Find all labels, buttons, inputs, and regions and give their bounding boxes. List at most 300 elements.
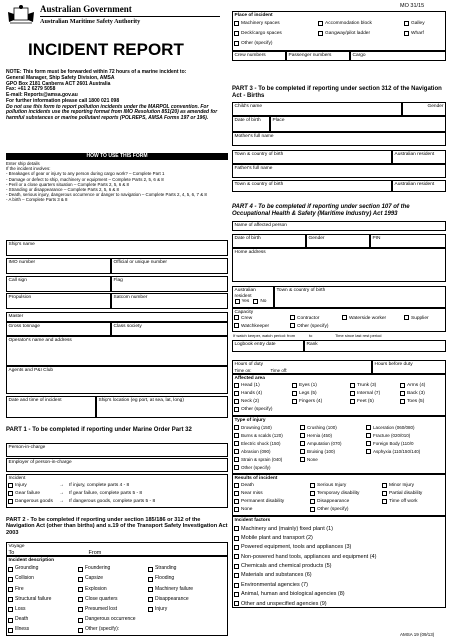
option-label: Materials and substances (6) (241, 572, 312, 579)
factor-option[interactable] (234, 533, 444, 542)
checkbox[interactable] (234, 315, 239, 320)
checkbox[interactable] (78, 607, 83, 612)
field-label: Gross tonnage (8, 324, 40, 329)
checkbox[interactable] (366, 441, 371, 446)
operator-field[interactable] (6, 336, 228, 366)
option-label: Environmental agencies (7) (241, 581, 308, 588)
checkbox[interactable] (310, 491, 315, 496)
checkbox-option[interactable] (400, 391, 444, 397)
checkbox-option[interactable] (8, 627, 78, 633)
checkbox[interactable] (404, 21, 409, 26)
mother-resident-field[interactable] (392, 150, 446, 164)
to-label: To (8, 549, 15, 556)
checkbox[interactable] (78, 618, 83, 623)
checkbox[interactable] (400, 399, 405, 404)
flag-field[interactable] (111, 276, 228, 292)
checkbox[interactable] (400, 383, 405, 388)
factor-option[interactable] (234, 524, 444, 533)
checkbox[interactable] (234, 564, 239, 569)
person-in-charge-field[interactable] (6, 443, 228, 457)
checkbox-option[interactable] (148, 607, 218, 613)
checkbox[interactable] (310, 499, 315, 504)
checkbox-option[interactable] (234, 449, 300, 454)
checkbox[interactable] (350, 383, 355, 388)
checkbox[interactable] (78, 577, 83, 582)
checkbox-option[interactable] (310, 483, 382, 489)
agents-field[interactable] (6, 366, 228, 394)
checkbox[interactable] (234, 491, 239, 496)
field-label: Town & country of birth (276, 288, 326, 293)
checkbox[interactable] (310, 507, 315, 512)
field-label: Hours before duty (374, 362, 413, 367)
checkbox-option[interactable] (400, 399, 444, 405)
watch-to-label: to (309, 333, 313, 338)
option-label: Time off work (389, 499, 418, 505)
checkbox-option[interactable] (404, 21, 444, 27)
field-label: Place of incident (234, 13, 273, 18)
capacity-watchkeeper[interactable] (234, 323, 290, 329)
checkbox[interactable] (234, 526, 239, 531)
option-label: Bruising (100) (307, 449, 336, 455)
capacity-crew[interactable] (234, 315, 290, 321)
checkbox-option[interactable] (148, 566, 218, 572)
checkbox-option[interactable] (8, 566, 78, 572)
field-label: Date and time of incident (8, 398, 62, 403)
affected-dob-field[interactable] (232, 234, 306, 248)
checkbox[interactable] (404, 315, 409, 320)
dangerous-goods-option[interactable] (8, 499, 155, 505)
checkbox-row (8, 564, 226, 574)
factor-option[interactable] (234, 571, 444, 580)
rank-field[interactable] (304, 340, 446, 352)
affected-gender-field[interactable] (306, 234, 370, 248)
dob-field[interactable] (232, 116, 270, 132)
factor-option[interactable] (234, 599, 444, 608)
checkbox-option[interactable] (8, 587, 78, 593)
howto-line: Enter ship details (6, 161, 40, 166)
checkbox[interactable] (234, 536, 239, 541)
option-label: Machinery and (mainly) fixed plant (1) (241, 525, 334, 532)
checkbox-option[interactable] (382, 491, 444, 497)
checkbox[interactable] (234, 391, 239, 396)
checkbox[interactable] (234, 457, 239, 462)
option-label: Eyes (1) (299, 383, 317, 389)
checkbox[interactable] (234, 407, 239, 412)
results-grid (234, 482, 444, 514)
field-label: Employer of person-in-charge (8, 460, 72, 465)
watch-period-row (233, 334, 382, 339)
option-label: Other (specify) (297, 323, 329, 329)
checkbox[interactable] (8, 587, 13, 592)
field-label: Propulsion (8, 295, 32, 300)
checkbox-option[interactable] (148, 587, 218, 593)
checkbox[interactable] (290, 315, 295, 320)
option-label: Crew (241, 315, 253, 321)
field-label: Results of incident (234, 476, 278, 481)
checkbox[interactable] (404, 31, 409, 36)
checkbox-option[interactable] (292, 383, 350, 389)
propulsion-field[interactable] (6, 293, 111, 309)
checkbox-row (8, 595, 226, 605)
checkbox-option[interactable] (78, 576, 148, 582)
crew-numbers-field[interactable] (232, 51, 286, 61)
option-label: Collision (15, 575, 34, 582)
checkbox-option[interactable] (234, 499, 310, 505)
mother-birthplace-field[interactable] (232, 150, 392, 164)
checkbox-option[interactable] (300, 425, 366, 430)
checkbox[interactable] (400, 391, 405, 396)
checkbox[interactable] (234, 554, 239, 559)
father-birthplace-field[interactable] (232, 180, 392, 192)
checkbox[interactable] (234, 449, 239, 454)
checkbox[interactable] (350, 399, 355, 404)
capacity-row-2 (234, 323, 328, 329)
checkbox[interactable] (234, 425, 239, 430)
checkbox[interactable] (382, 491, 387, 496)
checkbox-option[interactable] (78, 627, 148, 633)
checkbox-row (234, 456, 444, 464)
option-label: None (307, 457, 318, 463)
option-label: Flooding (155, 575, 175, 582)
option-label: Structural failure (15, 595, 52, 602)
option-label: Injury (155, 605, 168, 612)
checkbox[interactable] (234, 31, 239, 36)
child-name-field[interactable] (232, 102, 402, 116)
checkbox[interactable] (300, 449, 305, 454)
checkbox[interactable] (235, 299, 240, 304)
checkbox[interactable] (8, 628, 13, 633)
checkbox[interactable] (318, 21, 323, 26)
option-label: Foundering (85, 565, 111, 572)
checkbox-option[interactable] (366, 433, 444, 438)
checkbox[interactable] (78, 567, 83, 572)
place-field[interactable] (270, 116, 446, 132)
checkbox[interactable] (290, 323, 295, 328)
option-label: Other and unspecified agencies (9) (241, 600, 327, 607)
checkbox-option[interactable] (234, 433, 300, 438)
checkbox-option[interactable] (234, 399, 292, 405)
checkbox-option[interactable] (300, 433, 366, 438)
checkbox-row (234, 29, 444, 39)
field-label: Town & country of birth (234, 182, 284, 187)
checkbox-option[interactable] (300, 457, 366, 462)
option-label: Gangway/pilot ladder (325, 31, 371, 37)
checkbox[interactable] (78, 597, 83, 602)
official-number-field[interactable] (111, 258, 228, 274)
checkbox[interactable] (234, 583, 239, 588)
option-label: Partial disability (389, 491, 423, 497)
checkbox[interactable] (366, 433, 371, 438)
logbook-date-field[interactable] (232, 340, 304, 352)
checkbox-option[interactable] (350, 399, 400, 405)
employer-field[interactable] (6, 458, 228, 472)
checkbox[interactable] (78, 628, 83, 633)
location-field[interactable] (96, 396, 228, 418)
option-label: Dangerous goods (15, 499, 53, 504)
option-label: Other (specify) (317, 507, 349, 513)
field-label: Logbook entry date (234, 342, 276, 347)
checkbox[interactable] (366, 449, 371, 454)
australian-resident-field[interactable] (232, 286, 274, 308)
checkbox-option[interactable] (310, 491, 382, 497)
field-label: Ship's location (eg port, at sea, lat, long) (98, 398, 184, 403)
hours-before-duty-field[interactable] (372, 360, 446, 374)
checkbox[interactable] (8, 567, 13, 572)
checkbox-option[interactable] (234, 441, 300, 446)
checkbox[interactable] (78, 587, 83, 592)
capacity-contractor[interactable] (290, 315, 342, 321)
checkbox[interactable] (234, 592, 239, 597)
checkbox-row (234, 498, 444, 506)
option-label: Powered equipment, tools and appliances (3) (241, 544, 352, 551)
checkbox-option[interactable] (292, 399, 350, 405)
option-label: None (241, 507, 253, 513)
checkbox[interactable] (234, 323, 239, 328)
option-label: Laceration (060/080) (373, 425, 415, 431)
checkbox-option[interactable] (78, 566, 148, 572)
checkbox-option[interactable] (234, 507, 310, 513)
checkbox-option[interactable] (366, 449, 444, 454)
checkbox-option[interactable] (78, 607, 148, 613)
mother-name-field[interactable] (232, 132, 446, 146)
incident-factors-list (234, 524, 444, 609)
checkbox-row (234, 382, 444, 390)
checkbox-row (8, 615, 226, 625)
notice-note: NOTE: This form must be forwarded within 72 hours of a marine incident to: (6, 69, 187, 75)
checkbox-option[interactable] (234, 391, 292, 397)
checkbox[interactable] (8, 483, 13, 488)
option-label: Other (specify) (241, 465, 271, 471)
checkbox-option[interactable] (234, 465, 300, 470)
gross-tonnage-field[interactable] (6, 322, 111, 336)
checkbox[interactable] (234, 483, 239, 488)
factor-option[interactable] (234, 543, 444, 552)
option-label: Permanent disability (241, 499, 285, 505)
checkbox-option[interactable] (318, 31, 404, 37)
home-address-field[interactable] (232, 248, 446, 282)
checkbox-row (8, 625, 226, 635)
field-label: Gender (308, 236, 325, 241)
checkbox[interactable] (234, 21, 239, 26)
checkbox[interactable] (8, 597, 13, 602)
capacity-other[interactable] (290, 323, 328, 329)
checkbox-option[interactable] (148, 576, 218, 582)
checkbox[interactable] (382, 483, 387, 488)
date-time-field[interactable] (6, 396, 96, 418)
master-field[interactable] (6, 312, 228, 322)
checkbox[interactable] (310, 483, 315, 488)
class-society-field[interactable] (111, 322, 228, 336)
field-label: Gender (427, 104, 444, 109)
option-label: Internal (7) (357, 391, 381, 397)
gear-failure-option[interactable] (8, 491, 142, 497)
checkbox-option[interactable] (8, 617, 78, 623)
pin-field[interactable] (370, 234, 446, 248)
checkbox-option[interactable] (366, 425, 444, 430)
checkbox-option[interactable] (78, 587, 148, 593)
call-sign-field[interactable] (6, 276, 111, 292)
option-label: Illness (15, 626, 30, 633)
factor-option[interactable] (234, 590, 444, 599)
field-label: Place (272, 118, 285, 123)
factor-option[interactable] (234, 562, 444, 571)
checkbox[interactable] (234, 545, 239, 550)
checkbox-option[interactable] (310, 507, 382, 513)
checkbox[interactable] (253, 299, 258, 304)
checkbox-option[interactable] (350, 391, 400, 397)
checkbox-option[interactable] (382, 483, 444, 489)
checkbox-row (8, 605, 226, 615)
field-label: PIN (372, 236, 381, 241)
last-rest-label: Time since last rest period (335, 333, 382, 338)
option-label: Hernia (450) (307, 433, 333, 439)
checkbox-option[interactable] (310, 499, 382, 505)
checkbox[interactable] (148, 597, 153, 602)
checkbox-option[interactable] (404, 31, 444, 37)
factor-option[interactable] (234, 580, 444, 589)
option-note: If gear failure, complete parts 5 - 8 (69, 491, 143, 496)
checkbox-option[interactable] (366, 441, 444, 446)
part3-title: PART 3 - To be completed if reporting under section 312 of the Navigation Act - Births (232, 86, 442, 99)
checkbox[interactable] (300, 441, 305, 446)
affected-birthplace-field[interactable] (274, 286, 446, 308)
checkbox[interactable] (148, 587, 153, 592)
checkbox-option[interactable] (300, 449, 366, 454)
checkbox[interactable] (318, 31, 323, 36)
checkbox[interactable] (234, 507, 239, 512)
checkbox[interactable] (382, 499, 387, 504)
checkbox-option[interactable] (234, 383, 292, 389)
option-label: No (260, 299, 267, 305)
checkbox[interactable] (342, 315, 347, 320)
checkbox[interactable] (300, 457, 305, 462)
injury-option[interactable] (8, 483, 129, 489)
checkbox[interactable] (292, 399, 297, 404)
checkbox[interactable] (8, 618, 13, 623)
field-label: Hours of duty (234, 362, 264, 367)
checkbox-option[interactable] (234, 31, 318, 37)
checkbox-option[interactable] (78, 597, 148, 603)
checkbox-option[interactable] (234, 407, 292, 413)
time-on-label: Time on: (234, 367, 252, 373)
factor-option[interactable] (234, 552, 444, 561)
checkbox-option[interactable] (8, 597, 78, 603)
capacity-supplier[interactable] (404, 315, 429, 321)
option-label: Contractor (297, 315, 320, 321)
checkbox-option[interactable] (8, 607, 78, 613)
notice-line: E-mail: Reports@amsa.gov.au (6, 92, 78, 98)
capacity-row (234, 315, 444, 321)
checkbox-option[interactable] (234, 483, 310, 489)
checkbox[interactable] (234, 41, 239, 46)
injury-type-grid (234, 424, 444, 472)
option-label: Trunk (3) (357, 383, 377, 389)
checkbox[interactable] (8, 491, 13, 496)
notice-line: General Manager, Ship Safety Division, AMSA (6, 74, 115, 81)
checkbox[interactable] (292, 391, 297, 396)
howto-line: - Peril or a close quarters situation – Complete Parts 2, 5, 6 & 8 (6, 181, 129, 187)
checkbox[interactable] (366, 425, 371, 430)
option-label: Asphyxia (110/150/140) (373, 449, 421, 455)
option-label: Death (241, 483, 254, 489)
option-label: Stranding (155, 565, 177, 572)
hours-of-duty-field[interactable] (232, 360, 372, 374)
field-label: Cargo (352, 53, 366, 58)
checkbox[interactable] (234, 573, 239, 578)
checkbox-option[interactable] (292, 391, 350, 397)
checkbox-option[interactable] (318, 21, 404, 27)
ships-name-field[interactable] (6, 240, 228, 256)
gender-field[interactable] (402, 102, 446, 116)
checkbox[interactable] (234, 433, 239, 438)
field-label: Incident factors (234, 518, 271, 523)
howto-line: If the incident involves: (6, 166, 51, 172)
father-resident-field[interactable] (392, 180, 446, 192)
checkbox-option[interactable] (382, 499, 444, 505)
satcom-field[interactable] (111, 293, 228, 309)
option-label: Disappearance (155, 595, 189, 602)
checkbox-option[interactable] (234, 21, 318, 27)
checkbox[interactable] (234, 399, 239, 404)
checkbox[interactable] (234, 441, 239, 446)
checkbox[interactable] (300, 433, 305, 438)
affected-person-field[interactable] (232, 221, 446, 231)
cargo-field[interactable] (350, 51, 446, 61)
checkbox-option[interactable] (148, 597, 218, 603)
checkbox[interactable] (234, 465, 239, 470)
option-label: Head (1) (241, 383, 260, 389)
checkbox-option[interactable] (234, 457, 300, 462)
howto-line: - Stranding or disappearance – Complete Parts 2, 5, 6 & 8 (6, 186, 120, 192)
checkbox[interactable] (148, 567, 153, 572)
field-label: Flag (113, 278, 123, 283)
place-grid (234, 19, 444, 49)
field-label: Mother's full name (234, 134, 274, 139)
affected-area-grid (234, 382, 444, 414)
checkbox-option[interactable] (300, 441, 366, 446)
option-label: Crushing (100) (307, 425, 337, 431)
father-name-field[interactable] (232, 164, 446, 178)
checkbox[interactable] (8, 577, 13, 582)
checkbox[interactable] (350, 391, 355, 396)
imo-number-field[interactable] (6, 258, 111, 274)
checkbox-option[interactable] (234, 491, 310, 497)
checkbox[interactable] (148, 577, 153, 582)
checkbox[interactable] (234, 383, 239, 388)
passenger-numbers-field[interactable] (286, 51, 350, 61)
checkbox[interactable] (234, 499, 239, 504)
checkbox-option[interactable] (78, 617, 148, 623)
checkbox[interactable] (148, 607, 153, 612)
checkbox[interactable] (292, 383, 297, 388)
checkbox[interactable] (234, 601, 239, 606)
option-label: Legs (5) (299, 391, 317, 397)
checkbox-option[interactable] (234, 425, 300, 430)
capacity-waterside[interactable] (342, 315, 404, 321)
field-label: Person-in-charge (8, 445, 46, 450)
checkbox[interactable] (8, 499, 13, 504)
checkbox-option[interactable] (8, 576, 78, 582)
option-label: Feet (5) (357, 399, 374, 405)
checkbox[interactable] (8, 607, 13, 612)
checkbox-option[interactable] (400, 383, 444, 389)
checkbox-option[interactable] (350, 383, 400, 389)
checkbox[interactable] (300, 425, 305, 430)
option-label: Minor Injury (389, 483, 415, 489)
checkbox-option[interactable] (234, 41, 318, 47)
voyage-field[interactable] (6, 542, 228, 556)
option-label: Fire (15, 585, 24, 592)
